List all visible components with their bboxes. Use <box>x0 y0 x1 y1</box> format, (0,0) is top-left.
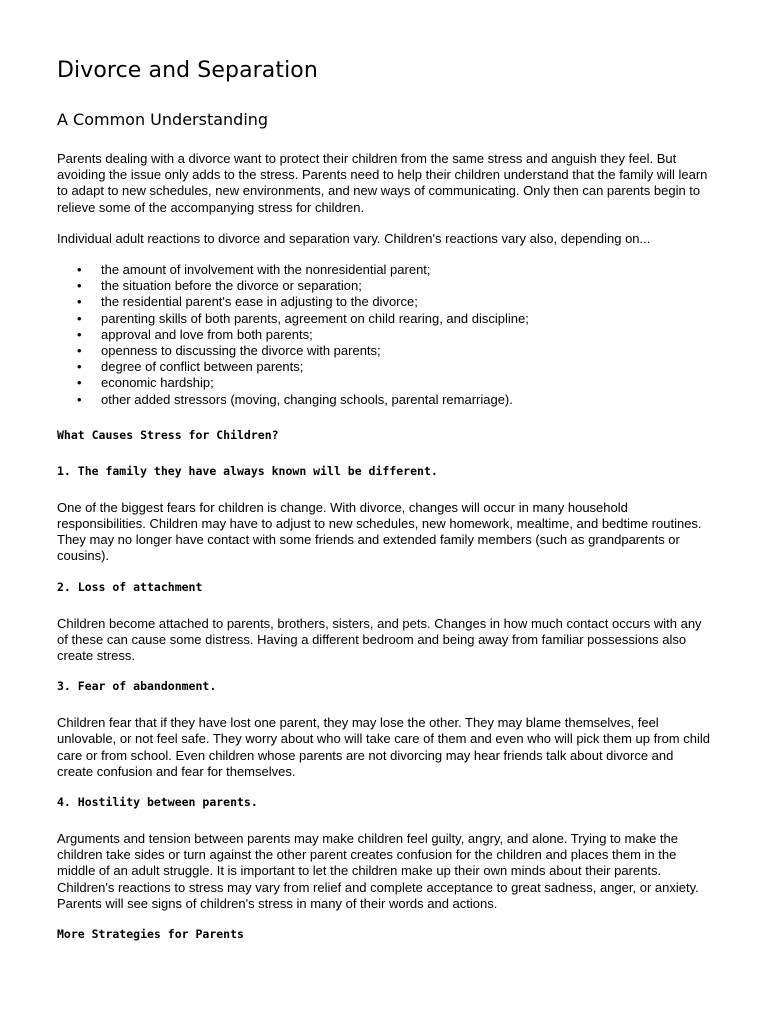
list-item: • the residential parent's ease in adjusting to the divorce; <box>75 294 712 310</box>
list-item: • parenting skills of both parents, agreement on child rearing, and discipline; <box>75 311 712 327</box>
cause-heading: 2. Loss of attachment <box>57 579 203 594</box>
list-item: • openness to discussing the divorce with parents; <box>75 343 712 359</box>
list-item: • degree of conflict between parents; <box>75 359 712 375</box>
cause-heading: 3. Fear of abandonment. <box>57 679 217 694</box>
list-item: • economic hardship; <box>75 375 712 391</box>
intro-paragraph: Individual adult reactions to divorce and separation vary. Children's reactions vary also, depending on... <box>57 230 651 246</box>
cause-paragraph: Arguments and tension between parents may make children feel guilty, angry, and alone. Trying to make the children take sides or turn against the other parent creates confusion for the children and places them in the middle of an adult struggle. It is important to let the children make up their own minds about their parents. Children's reactions to stress may vary from relief and complete acceptance to great sadness, anger, or anxiety. Parents will see signs of children's stress in many of their words and actions. <box>57 831 699 911</box>
page-title: Divorce and Separation <box>57 58 318 83</box>
list-item: • other added stressors (moving, changing schools, parental remarriage). <box>75 392 712 408</box>
intro-paragraph: Parents dealing with a divorce want to protect their children from the same stress and anguish they feel. But avoiding the issue only adds to the stress. Parents need to help their children understand that the family will learn to adapt to new schedules, new environments, and new ways of communicating. Only then can parents begin to relieve some of the accompanying stress for children. <box>57 151 708 215</box>
list-item: • the situation before the divorce or separation; <box>75 278 712 294</box>
cause-paragraph: One of the biggest fears for children is change. With divorce, changes will occur in many household responsibilities. Children may have to adjust to new schedules, new homework, mealtime, and bedtime routines. They may no longer have contact with some friends and extended family members (such as grandparents or cousins). <box>57 499 702 564</box>
cause-heading: 4. Hostility between parents. <box>57 795 258 810</box>
list-item: • approval and love from both parents; <box>75 327 712 343</box>
factors-list <box>57 262 712 408</box>
cause-paragraph: Children fear that if they have lost one parent, they may lose the other. They may blame themselves, feel unlovable, or not feel safe. They worry about who will take care of them and even who will pick them up from child care or from school. Even children whose parents are not divorcing may hear friends talk about divorce and create confusion and fear for themselves. <box>57 715 710 779</box>
list-item: • the amount of involvement with the nonresidential parent; <box>75 262 712 278</box>
section-heading-stress: What Causes Stress for Children? <box>57 427 279 442</box>
cause-paragraph: Children become attached to parents, brothers, sisters, and pets. Changes in how much contact occurs with any of these can cause some distress. Having a different bedroom and being away from familiar possessions also create stress. <box>57 615 702 664</box>
cause-heading: 1. The family they have always known will be different. <box>57 463 438 478</box>
section-heading-strategies: More Strategies for Parents <box>57 927 244 942</box>
page-subtitle: A Common Understanding <box>57 110 269 129</box>
